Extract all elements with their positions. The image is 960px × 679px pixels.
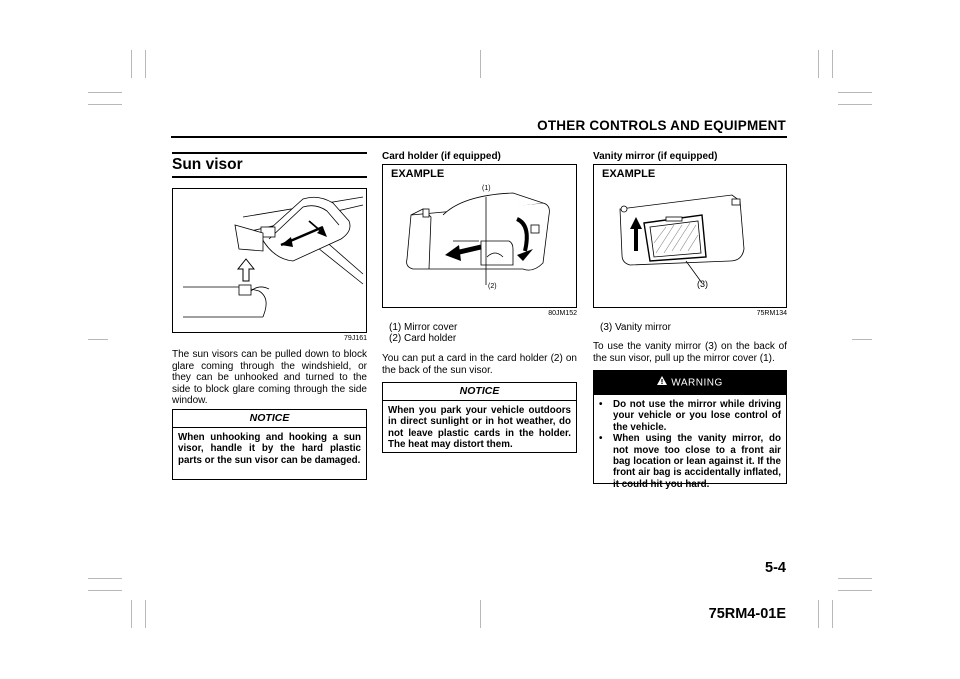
caption-vanity-mirror: (3) Vanity mirror bbox=[600, 322, 671, 333]
card-holder-description: You can put a card in the card holder (2) on the back of the sun visor. bbox=[382, 353, 577, 376]
callout-3: (3) bbox=[697, 279, 708, 289]
warning-triangle-icon bbox=[657, 371, 667, 395]
vanity-mirror-description: To use the vanity mirror (3) on the back of the sun visor, pull up the mirror cover (1). bbox=[593, 341, 787, 364]
vanity-mirror-warning bbox=[593, 370, 787, 490]
section-rule-bottom bbox=[172, 176, 367, 178]
chapter-title: OTHER CONTROLS AND EQUIPMENT bbox=[537, 118, 786, 133]
callout-2: (2) bbox=[488, 283, 497, 290]
notice-heading: NOTICE bbox=[249, 412, 290, 424]
figure-label: EXAMPLE bbox=[602, 168, 656, 180]
notice-heading: NOTICE bbox=[459, 385, 500, 397]
notice-text: When you park your vehicle outdoors in direct sunlight or in hot weather, do not leave plastic cards in the holder. The heat may distort them. bbox=[388, 405, 571, 451]
sun-visor-figure bbox=[172, 188, 367, 333]
warning-item: • When using the vanity mirror, do not move too close to a front air bag location or lean against it. If the front air bag is accidentally inflated, it could hit you hard. bbox=[599, 433, 781, 490]
caption-card-holder: (2) Card holder bbox=[389, 333, 457, 344]
sun-visor-description: The sun visors can be pulled down to block glare coming through the windshield, or they can be unhooked and turned to the side to block glare coming through the side window. bbox=[172, 349, 367, 407]
card-holder-notice bbox=[382, 382, 577, 453]
section-title: Sun visor bbox=[172, 156, 243, 173]
vanity-mirror-figure bbox=[593, 164, 787, 308]
caption-mirror-cover: (1) Mirror cover bbox=[389, 322, 458, 333]
page-number: 5-4 bbox=[765, 560, 786, 576]
callout-1: (1) bbox=[482, 185, 491, 192]
vanity-mirror-heading: Vanity mirror (if equipped) bbox=[593, 151, 718, 162]
notice-text: When unhooking and hooking a sun visor, handle it by the hard plastic parts or the sun visor can be damaged. bbox=[178, 432, 361, 466]
section-rule-top bbox=[172, 152, 367, 154]
header-rule bbox=[171, 136, 787, 138]
figure-code: 79J161 bbox=[344, 335, 367, 342]
figure-label: EXAMPLE bbox=[391, 168, 445, 180]
figure-code: 75RM134 bbox=[756, 310, 787, 317]
card-holder-figure bbox=[382, 164, 577, 308]
warning-item: • Do not use the mirror while driving your vehicle or you lose control of the vehicle. bbox=[599, 399, 781, 433]
card-holder-heading: Card holder (if equipped) bbox=[382, 151, 501, 162]
figure-code: 80JM152 bbox=[548, 310, 577, 317]
document-code: 75RM4-01E bbox=[708, 606, 786, 622]
warning-heading: WARNING bbox=[671, 377, 723, 389]
sun-visor-notice bbox=[172, 409, 367, 480]
